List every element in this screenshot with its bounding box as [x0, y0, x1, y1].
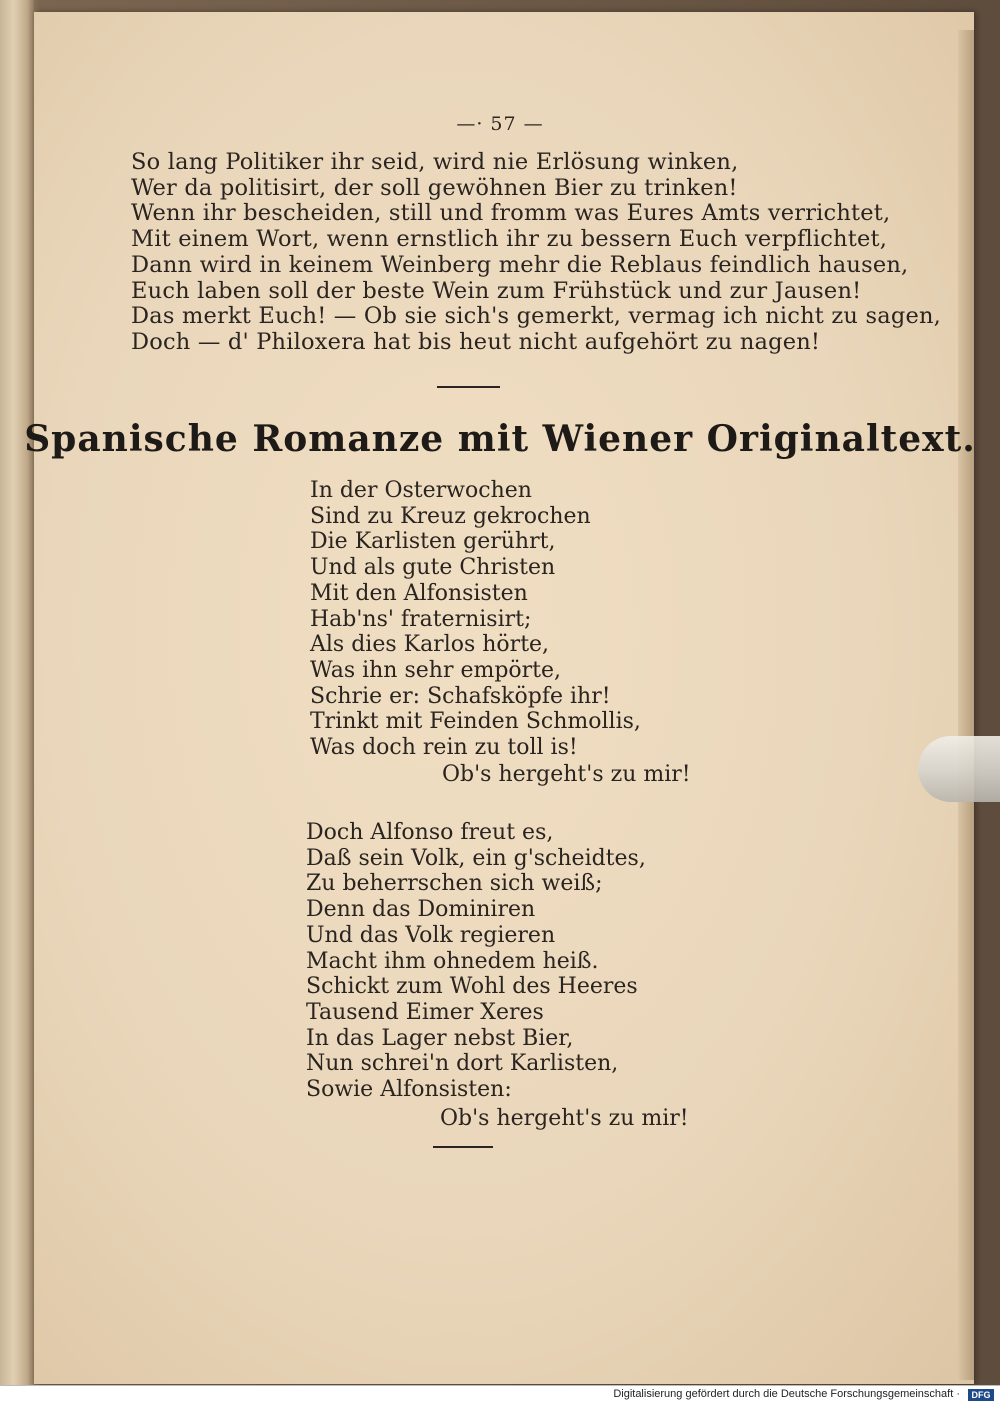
- verse-line: Nun schrei'n dort Karlisten,: [306, 1051, 619, 1077]
- verse-line: Wer da politisirt, der soll gewöhnen Bier zu trinken!: [131, 174, 738, 201]
- verse-line: Als dies Karlos hörte,: [310, 632, 550, 658]
- verse-line: So lang Politiker ihr seid, wird nie Erlösung winken,: [131, 149, 739, 175]
- verse-line: Was doch rein zu toll is!: [310, 735, 578, 761]
- page-edge: [958, 30, 974, 1380]
- verse-line: Tausend Eimer Xeres: [306, 999, 544, 1025]
- verse-line: Wenn ihr bescheiden, still und fromm was Eures Amts verrichtet,: [131, 200, 891, 227]
- page-clip: [918, 736, 1000, 802]
- verse-line: Trinkt mit Feinden Schmollis,: [310, 709, 641, 735]
- verse-line: Hab'ns' fraternisirt;: [310, 606, 532, 632]
- dfg-logo: DFG: [968, 1389, 994, 1401]
- verse-line: Das merkt Euch! — Ob sie sich's gemerkt, vermag ich nicht zu sagen,: [131, 303, 941, 330]
- refrain-text: Ob's hergeht's zu mir!: [440, 1106, 689, 1131]
- verse-line: Und das Volk regieren: [306, 922, 556, 948]
- refrain-text: Ob's hergeht's zu mir!: [442, 762, 691, 787]
- verse-line: Mit einem Wort, wenn ernstlich ihr zu bessern Euch verpflichtet,: [131, 226, 888, 253]
- book-spine: [0, 0, 34, 1385]
- verse-line: Zu beherrschen sich weiß;: [306, 871, 603, 897]
- verse-line: In der Osterwochen: [310, 478, 532, 503]
- poem-title: Spanische Romanze mit Wiener Originaltext.: [24, 418, 976, 460]
- verse-line: Was ihn sehr empörte,: [310, 657, 562, 683]
- verse-line: Daß sein Volk, ein g'scheidtes,: [306, 845, 646, 871]
- stanza-second: [306, 820, 646, 1103]
- verse-line: Sind zu Kreuz gekrochen: [310, 503, 591, 529]
- verse-line: Doch — d' Philoxera hat bis heut nicht aufgehört zu nagen!: [131, 328, 821, 355]
- verse-line: Mit den Alfonsisten: [310, 580, 528, 606]
- section-divider: [437, 386, 500, 388]
- verse-line: Dann wird in keinem Weinberg mehr die Reblaus feindlich hausen,: [131, 251, 909, 278]
- verse-line: Doch Alfonso freut es,: [306, 820, 554, 845]
- verse-line: Schrie er: Schafsköpfe ihr!: [310, 683, 611, 709]
- refrain-line: [440, 1106, 689, 1132]
- verse-line: Denn das Dominiren: [306, 897, 536, 923]
- section-divider: [433, 1146, 493, 1148]
- verse-line: Macht ihm ohnedem heiß.: [306, 948, 599, 974]
- verse-line: Sowie Alfonsisten:: [306, 1077, 512, 1103]
- verse-line: Und als gute Christen: [310, 555, 556, 581]
- refrain-line: [442, 762, 691, 788]
- poem-ending-stanza: [131, 150, 941, 356]
- stanza-first: [310, 478, 641, 761]
- funding-credit: Digitalisierung gefördert durch die Deutsche Forschungsgemeinschaft ·: [613, 1388, 960, 1400]
- page-number: —· 57 —: [456, 113, 544, 135]
- digitization-footer: [0, 1385, 1000, 1405]
- verse-line: Euch laben soll der beste Wein zum Frühstück und zur Jausen!: [131, 277, 862, 304]
- verse-line: Schickt zum Wohl des Heeres: [306, 974, 638, 1000]
- verse-line: In das Lager nebst Bier,: [306, 1025, 574, 1051]
- verse-line: Die Karlisten gerührt,: [310, 529, 556, 555]
